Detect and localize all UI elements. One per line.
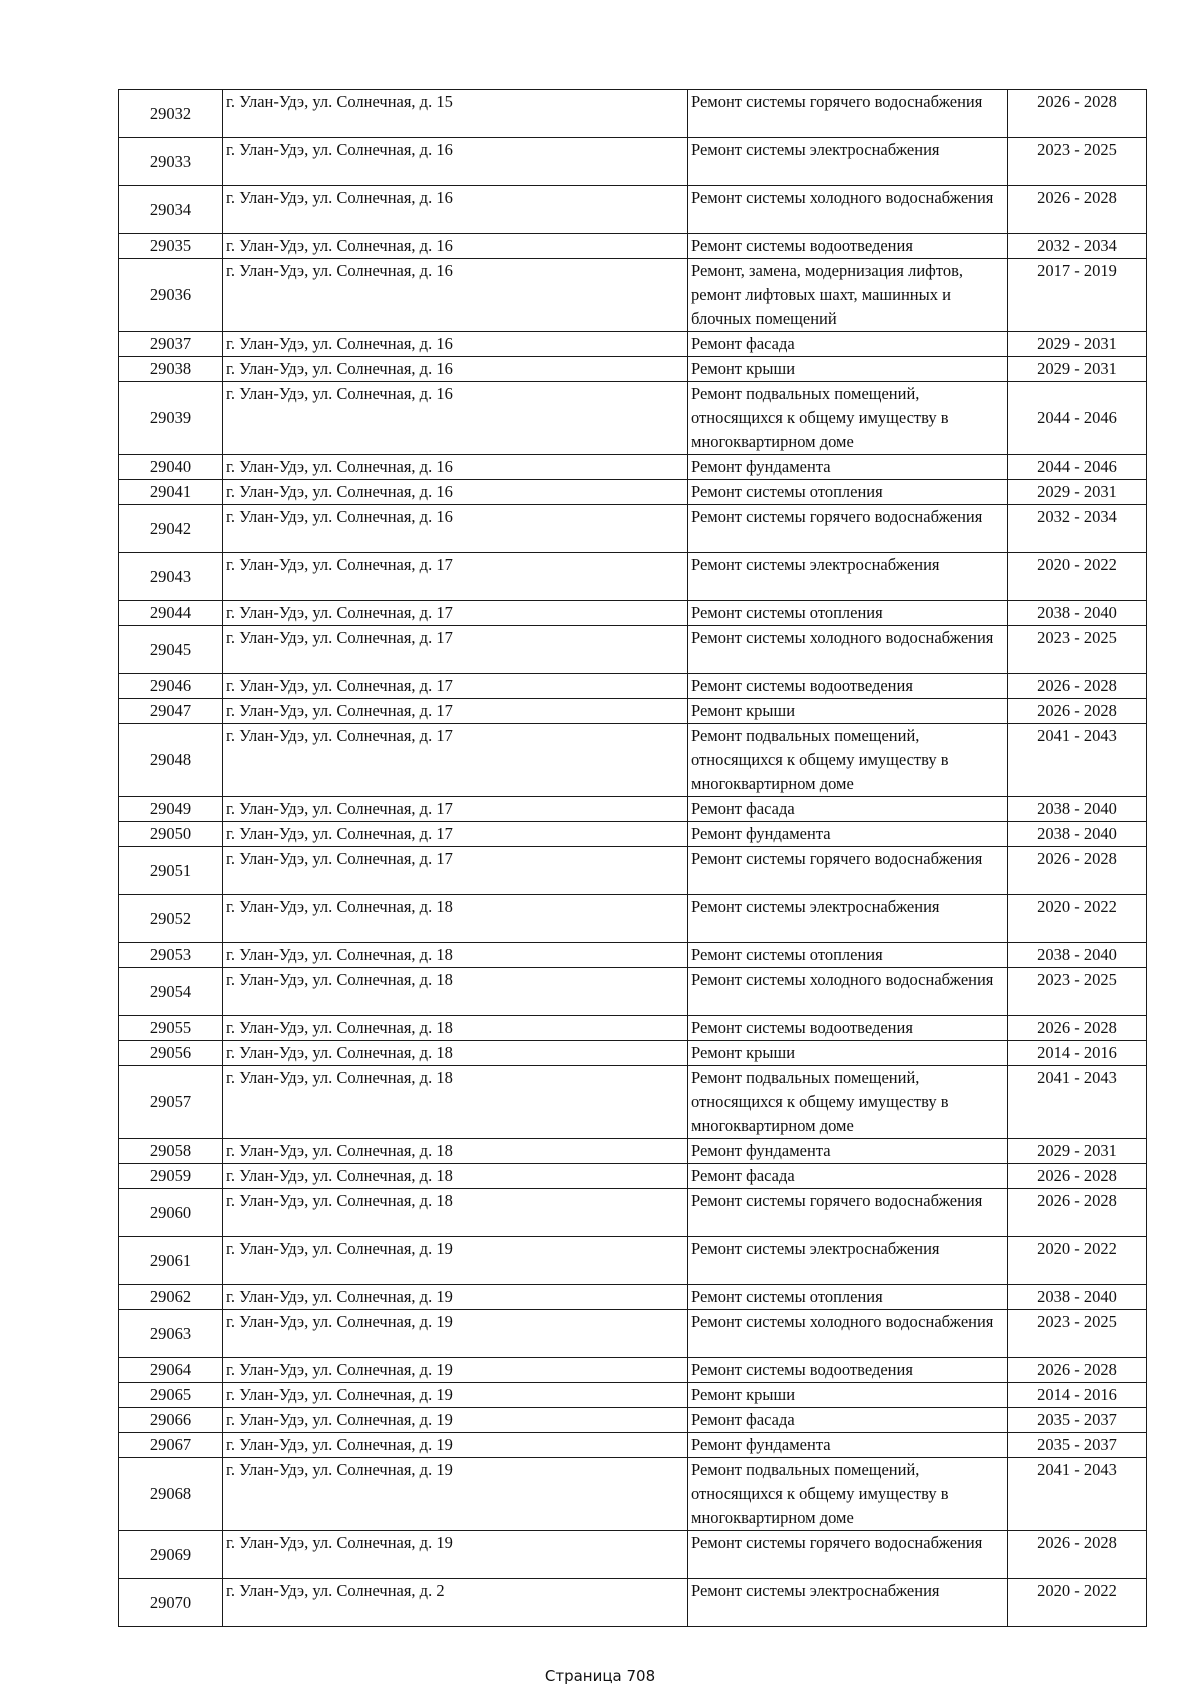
row-work-type: Ремонт фундамента bbox=[688, 455, 1008, 480]
row-address: г. Улан-Удэ, ул. Солнечная, д. 16 bbox=[223, 186, 688, 234]
row-address: г. Улан-Удэ, ул. Солнечная, д. 18 bbox=[223, 1066, 688, 1139]
row-number: 29058 bbox=[119, 1139, 223, 1164]
table-row bbox=[119, 138, 1147, 186]
row-address: г. Улан-Удэ, ул. Солнечная, д. 16 bbox=[223, 505, 688, 553]
row-period: 2041 - 2043 bbox=[1008, 1458, 1147, 1531]
row-period: 2026 - 2028 bbox=[1008, 1016, 1147, 1041]
row-work-type: Ремонт фундамента bbox=[688, 1433, 1008, 1458]
table-row bbox=[119, 1358, 1147, 1383]
row-work-type: Ремонт фасада bbox=[688, 1408, 1008, 1433]
row-address: г. Улан-Удэ, ул. Солнечная, д. 18 bbox=[223, 1189, 688, 1237]
table-row bbox=[119, 1041, 1147, 1066]
row-work-type: Ремонт системы холодного водоснабжения bbox=[688, 626, 1008, 674]
row-address: г. Улан-Удэ, ул. Солнечная, д. 19 bbox=[223, 1531, 688, 1579]
row-number: 29059 bbox=[119, 1164, 223, 1189]
row-period: 2026 - 2028 bbox=[1008, 90, 1147, 138]
table-row bbox=[119, 1189, 1147, 1237]
table-row bbox=[119, 553, 1147, 601]
table-row bbox=[119, 626, 1147, 674]
row-address: г. Улан-Удэ, ул. Солнечная, д. 16 bbox=[223, 480, 688, 505]
row-period: 2026 - 2028 bbox=[1008, 1358, 1147, 1383]
row-period: 2038 - 2040 bbox=[1008, 943, 1147, 968]
row-work-type: Ремонт системы электроснабжения bbox=[688, 1579, 1008, 1627]
row-number: 29056 bbox=[119, 1041, 223, 1066]
row-period: 2038 - 2040 bbox=[1008, 1285, 1147, 1310]
row-work-type: Ремонт подвальных помещений, относящихся к общему имуществу в многоквартирном доме bbox=[688, 382, 1008, 455]
table-row bbox=[119, 480, 1147, 505]
row-work-type: Ремонт системы отопления bbox=[688, 943, 1008, 968]
row-address: г. Улан-Удэ, ул. Солнечная, д. 19 bbox=[223, 1458, 688, 1531]
table-row bbox=[119, 259, 1147, 332]
row-period: 2020 - 2022 bbox=[1008, 1579, 1147, 1627]
row-number: 29049 bbox=[119, 797, 223, 822]
row-number: 29043 bbox=[119, 553, 223, 601]
table-row bbox=[119, 1016, 1147, 1041]
row-work-type: Ремонт системы отопления bbox=[688, 601, 1008, 626]
row-work-type: Ремонт системы отопления bbox=[688, 480, 1008, 505]
row-period: 2014 - 2016 bbox=[1008, 1383, 1147, 1408]
row-work-type: Ремонт системы холодного водоснабжения bbox=[688, 186, 1008, 234]
row-number: 29046 bbox=[119, 674, 223, 699]
row-work-type: Ремонт фасада bbox=[688, 1164, 1008, 1189]
row-work-type: Ремонт системы электроснабжения bbox=[688, 1237, 1008, 1285]
row-period: 2023 - 2025 bbox=[1008, 626, 1147, 674]
row-period: 2026 - 2028 bbox=[1008, 1189, 1147, 1237]
row-number: 29039 bbox=[119, 382, 223, 455]
row-period: 2020 - 2022 bbox=[1008, 1237, 1147, 1285]
row-number: 29067 bbox=[119, 1433, 223, 1458]
row-number: 29069 bbox=[119, 1531, 223, 1579]
table-row bbox=[119, 90, 1147, 138]
row-number: 29045 bbox=[119, 626, 223, 674]
table-row bbox=[119, 1164, 1147, 1189]
table-row bbox=[119, 357, 1147, 382]
row-address: г. Улан-Удэ, ул. Солнечная, д. 16 bbox=[223, 234, 688, 259]
table-row bbox=[119, 332, 1147, 357]
row-number: 29065 bbox=[119, 1383, 223, 1408]
row-period: 2041 - 2043 bbox=[1008, 1066, 1147, 1139]
row-number: 29066 bbox=[119, 1408, 223, 1433]
row-work-type: Ремонт системы отопления bbox=[688, 1285, 1008, 1310]
row-period: 2026 - 2028 bbox=[1008, 1164, 1147, 1189]
row-number: 29057 bbox=[119, 1066, 223, 1139]
row-address: г. Улан-Удэ, ул. Солнечная, д. 17 bbox=[223, 601, 688, 626]
row-work-type: Ремонт крыши bbox=[688, 357, 1008, 382]
row-number: 29037 bbox=[119, 332, 223, 357]
row-address: г. Улан-Удэ, ул. Солнечная, д. 18 bbox=[223, 943, 688, 968]
row-number: 29053 bbox=[119, 943, 223, 968]
row-period: 2038 - 2040 bbox=[1008, 797, 1147, 822]
row-address: г. Улан-Удэ, ул. Солнечная, д. 17 bbox=[223, 724, 688, 797]
row-address: г. Улан-Удэ, ул. Солнечная, д. 19 bbox=[223, 1237, 688, 1285]
row-period: 2035 - 2037 bbox=[1008, 1433, 1147, 1458]
row-period: 2044 - 2046 bbox=[1008, 382, 1147, 455]
row-period: 2038 - 2040 bbox=[1008, 822, 1147, 847]
row-work-type: Ремонт системы горячего водоснабжения bbox=[688, 1189, 1008, 1237]
table-row bbox=[119, 234, 1147, 259]
row-work-type: Ремонт системы горячего водоснабжения bbox=[688, 505, 1008, 553]
row-number: 29062 bbox=[119, 1285, 223, 1310]
row-period: 2026 - 2028 bbox=[1008, 186, 1147, 234]
row-period: 2020 - 2022 bbox=[1008, 553, 1147, 601]
row-period: 2041 - 2043 bbox=[1008, 724, 1147, 797]
row-address: г. Улан-Удэ, ул. Солнечная, д. 16 bbox=[223, 138, 688, 186]
row-work-type: Ремонт системы электроснабжения bbox=[688, 553, 1008, 601]
table-row bbox=[119, 505, 1147, 553]
table-row bbox=[119, 968, 1147, 1016]
row-address: г. Улан-Удэ, ул. Солнечная, д. 2 bbox=[223, 1579, 688, 1627]
table-row bbox=[119, 1383, 1147, 1408]
row-number: 29033 bbox=[119, 138, 223, 186]
row-period: 2044 - 2046 bbox=[1008, 455, 1147, 480]
row-work-type: Ремонт подвальных помещений, относящихся к общему имуществу в многоквартирном доме bbox=[688, 1458, 1008, 1531]
row-address: г. Улан-Удэ, ул. Солнечная, д. 16 bbox=[223, 455, 688, 480]
table-row bbox=[119, 1310, 1147, 1358]
row-period: 2017 - 2019 bbox=[1008, 259, 1147, 332]
row-work-type: Ремонт фасада bbox=[688, 797, 1008, 822]
row-work-type: Ремонт подвальных помещений, относящихся к общему имуществу в многоквартирном доме bbox=[688, 724, 1008, 797]
row-work-type: Ремонт системы электроснабжения bbox=[688, 895, 1008, 943]
row-period: 2020 - 2022 bbox=[1008, 895, 1147, 943]
table-row bbox=[119, 699, 1147, 724]
row-number: 29070 bbox=[119, 1579, 223, 1627]
row-period: 2029 - 2031 bbox=[1008, 480, 1147, 505]
row-number: 29047 bbox=[119, 699, 223, 724]
row-address: г. Улан-Удэ, ул. Солнечная, д. 19 bbox=[223, 1285, 688, 1310]
row-number: 29055 bbox=[119, 1016, 223, 1041]
row-address: г. Улан-Удэ, ул. Солнечная, д. 18 bbox=[223, 1164, 688, 1189]
table-row bbox=[119, 674, 1147, 699]
row-work-type: Ремонт системы горячего водоснабжения bbox=[688, 90, 1008, 138]
row-address: г. Улан-Удэ, ул. Солнечная, д. 16 bbox=[223, 332, 688, 357]
row-address: г. Улан-Удэ, ул. Солнечная, д. 17 bbox=[223, 674, 688, 699]
row-address: г. Улан-Удэ, ул. Солнечная, д. 17 bbox=[223, 553, 688, 601]
row-address: г. Улан-Удэ, ул. Солнечная, д. 19 bbox=[223, 1433, 688, 1458]
register-body bbox=[119, 90, 1147, 1627]
row-number: 29052 bbox=[119, 895, 223, 943]
row-number: 29036 bbox=[119, 259, 223, 332]
row-work-type: Ремонт системы горячего водоснабжения bbox=[688, 847, 1008, 895]
table-row bbox=[119, 724, 1147, 797]
row-work-type: Ремонт системы водоотведения bbox=[688, 234, 1008, 259]
row-address: г. Улан-Удэ, ул. Солнечная, д. 18 bbox=[223, 1016, 688, 1041]
row-work-type: Ремонт системы горячего водоснабжения bbox=[688, 1531, 1008, 1579]
row-period: 2014 - 2016 bbox=[1008, 1041, 1147, 1066]
row-address: г. Улан-Удэ, ул. Солнечная, д. 19 bbox=[223, 1310, 688, 1358]
row-address: г. Улан-Удэ, ул. Солнечная, д. 17 bbox=[223, 822, 688, 847]
row-work-type: Ремонт фундамента bbox=[688, 1139, 1008, 1164]
table-row bbox=[119, 186, 1147, 234]
table-row bbox=[119, 1433, 1147, 1458]
row-period: 2026 - 2028 bbox=[1008, 674, 1147, 699]
row-period: 2029 - 2031 bbox=[1008, 332, 1147, 357]
register-table bbox=[118, 89, 1147, 1627]
row-period: 2026 - 2028 bbox=[1008, 1531, 1147, 1579]
table-row bbox=[119, 601, 1147, 626]
row-work-type: Ремонт системы водоотведения bbox=[688, 1016, 1008, 1041]
row-address: г. Улан-Удэ, ул. Солнечная, д. 19 bbox=[223, 1383, 688, 1408]
row-address: г. Улан-Удэ, ул. Солнечная, д. 15 bbox=[223, 90, 688, 138]
row-number: 29060 bbox=[119, 1189, 223, 1237]
row-period: 2023 - 2025 bbox=[1008, 1310, 1147, 1358]
row-period: 2026 - 2028 bbox=[1008, 847, 1147, 895]
table-row bbox=[119, 382, 1147, 455]
row-work-type: Ремонт фасада bbox=[688, 332, 1008, 357]
table-row bbox=[119, 847, 1147, 895]
row-address: г. Улан-Удэ, ул. Солнечная, д. 18 bbox=[223, 1041, 688, 1066]
table-row bbox=[119, 1458, 1147, 1531]
row-address: г. Улан-Удэ, ул. Солнечная, д. 17 bbox=[223, 847, 688, 895]
row-address: г. Улан-Удэ, ул. Солнечная, д. 16 bbox=[223, 357, 688, 382]
row-period: 2023 - 2025 bbox=[1008, 138, 1147, 186]
row-number: 29035 bbox=[119, 234, 223, 259]
row-address: г. Улан-Удэ, ул. Солнечная, д. 17 bbox=[223, 797, 688, 822]
row-address: г. Улан-Удэ, ул. Солнечная, д. 16 bbox=[223, 259, 688, 332]
table-row bbox=[119, 1066, 1147, 1139]
row-number: 29050 bbox=[119, 822, 223, 847]
row-period: 2029 - 2031 bbox=[1008, 1139, 1147, 1164]
row-period: 2023 - 2025 bbox=[1008, 968, 1147, 1016]
row-address: г. Улан-Удэ, ул. Солнечная, д. 18 bbox=[223, 895, 688, 943]
row-number: 29054 bbox=[119, 968, 223, 1016]
row-number: 29042 bbox=[119, 505, 223, 553]
row-number: 29051 bbox=[119, 847, 223, 895]
page-number: Страница 708 bbox=[544, 1667, 656, 1685]
row-work-type: Ремонт системы электроснабжения bbox=[688, 138, 1008, 186]
table-row bbox=[119, 1408, 1147, 1433]
table-row bbox=[119, 1579, 1147, 1627]
table-row bbox=[119, 1285, 1147, 1310]
row-address: г. Улан-Удэ, ул. Солнечная, д. 17 bbox=[223, 626, 688, 674]
row-number: 29044 bbox=[119, 601, 223, 626]
row-period: 2026 - 2028 bbox=[1008, 699, 1147, 724]
row-number: 29063 bbox=[119, 1310, 223, 1358]
table-row bbox=[119, 1531, 1147, 1579]
row-number: 29061 bbox=[119, 1237, 223, 1285]
row-number: 29032 bbox=[119, 90, 223, 138]
table-row bbox=[119, 455, 1147, 480]
row-work-type: Ремонт подвальных помещений, относящихся к общему имуществу в многоквартирном доме bbox=[688, 1066, 1008, 1139]
row-address: г. Улан-Удэ, ул. Солнечная, д. 19 bbox=[223, 1408, 688, 1433]
row-address: г. Улан-Удэ, ул. Солнечная, д. 18 bbox=[223, 968, 688, 1016]
row-period: 2032 - 2034 bbox=[1008, 234, 1147, 259]
table-row bbox=[119, 895, 1147, 943]
row-number: 29040 bbox=[119, 455, 223, 480]
row-work-type: Ремонт, замена, модернизация лифтов, ремонт лифтовых шахт, машинных и блочных помещений bbox=[688, 259, 1008, 332]
table-row bbox=[119, 1139, 1147, 1164]
row-number: 29038 bbox=[119, 357, 223, 382]
row-work-type: Ремонт крыши bbox=[688, 699, 1008, 724]
row-period: 2038 - 2040 bbox=[1008, 601, 1147, 626]
row-address: г. Улан-Удэ, ул. Солнечная, д. 17 bbox=[223, 699, 688, 724]
row-number: 29034 bbox=[119, 186, 223, 234]
row-period: 2032 - 2034 bbox=[1008, 505, 1147, 553]
row-number: 29041 bbox=[119, 480, 223, 505]
row-address: г. Улан-Удэ, ул. Солнечная, д. 18 bbox=[223, 1139, 688, 1164]
row-work-type: Ремонт системы холодного водоснабжения bbox=[688, 1310, 1008, 1358]
row-number: 29064 bbox=[119, 1358, 223, 1383]
table-row bbox=[119, 797, 1147, 822]
row-number: 29048 bbox=[119, 724, 223, 797]
table-row bbox=[119, 822, 1147, 847]
table-row bbox=[119, 943, 1147, 968]
row-period: 2029 - 2031 bbox=[1008, 357, 1147, 382]
row-address: г. Улан-Удэ, ул. Солнечная, д. 19 bbox=[223, 1358, 688, 1383]
row-period: 2035 - 2037 bbox=[1008, 1408, 1147, 1433]
row-work-type: Ремонт системы водоотведения bbox=[688, 674, 1008, 699]
row-number: 29068 bbox=[119, 1458, 223, 1531]
row-work-type: Ремонт крыши bbox=[688, 1383, 1008, 1408]
table-row bbox=[119, 1237, 1147, 1285]
row-work-type: Ремонт крыши bbox=[688, 1041, 1008, 1066]
row-work-type: Ремонт фундамента bbox=[688, 822, 1008, 847]
row-work-type: Ремонт системы холодного водоснабжения bbox=[688, 968, 1008, 1016]
row-work-type: Ремонт системы водоотведения bbox=[688, 1358, 1008, 1383]
row-address: г. Улан-Удэ, ул. Солнечная, д. 16 bbox=[223, 382, 688, 455]
